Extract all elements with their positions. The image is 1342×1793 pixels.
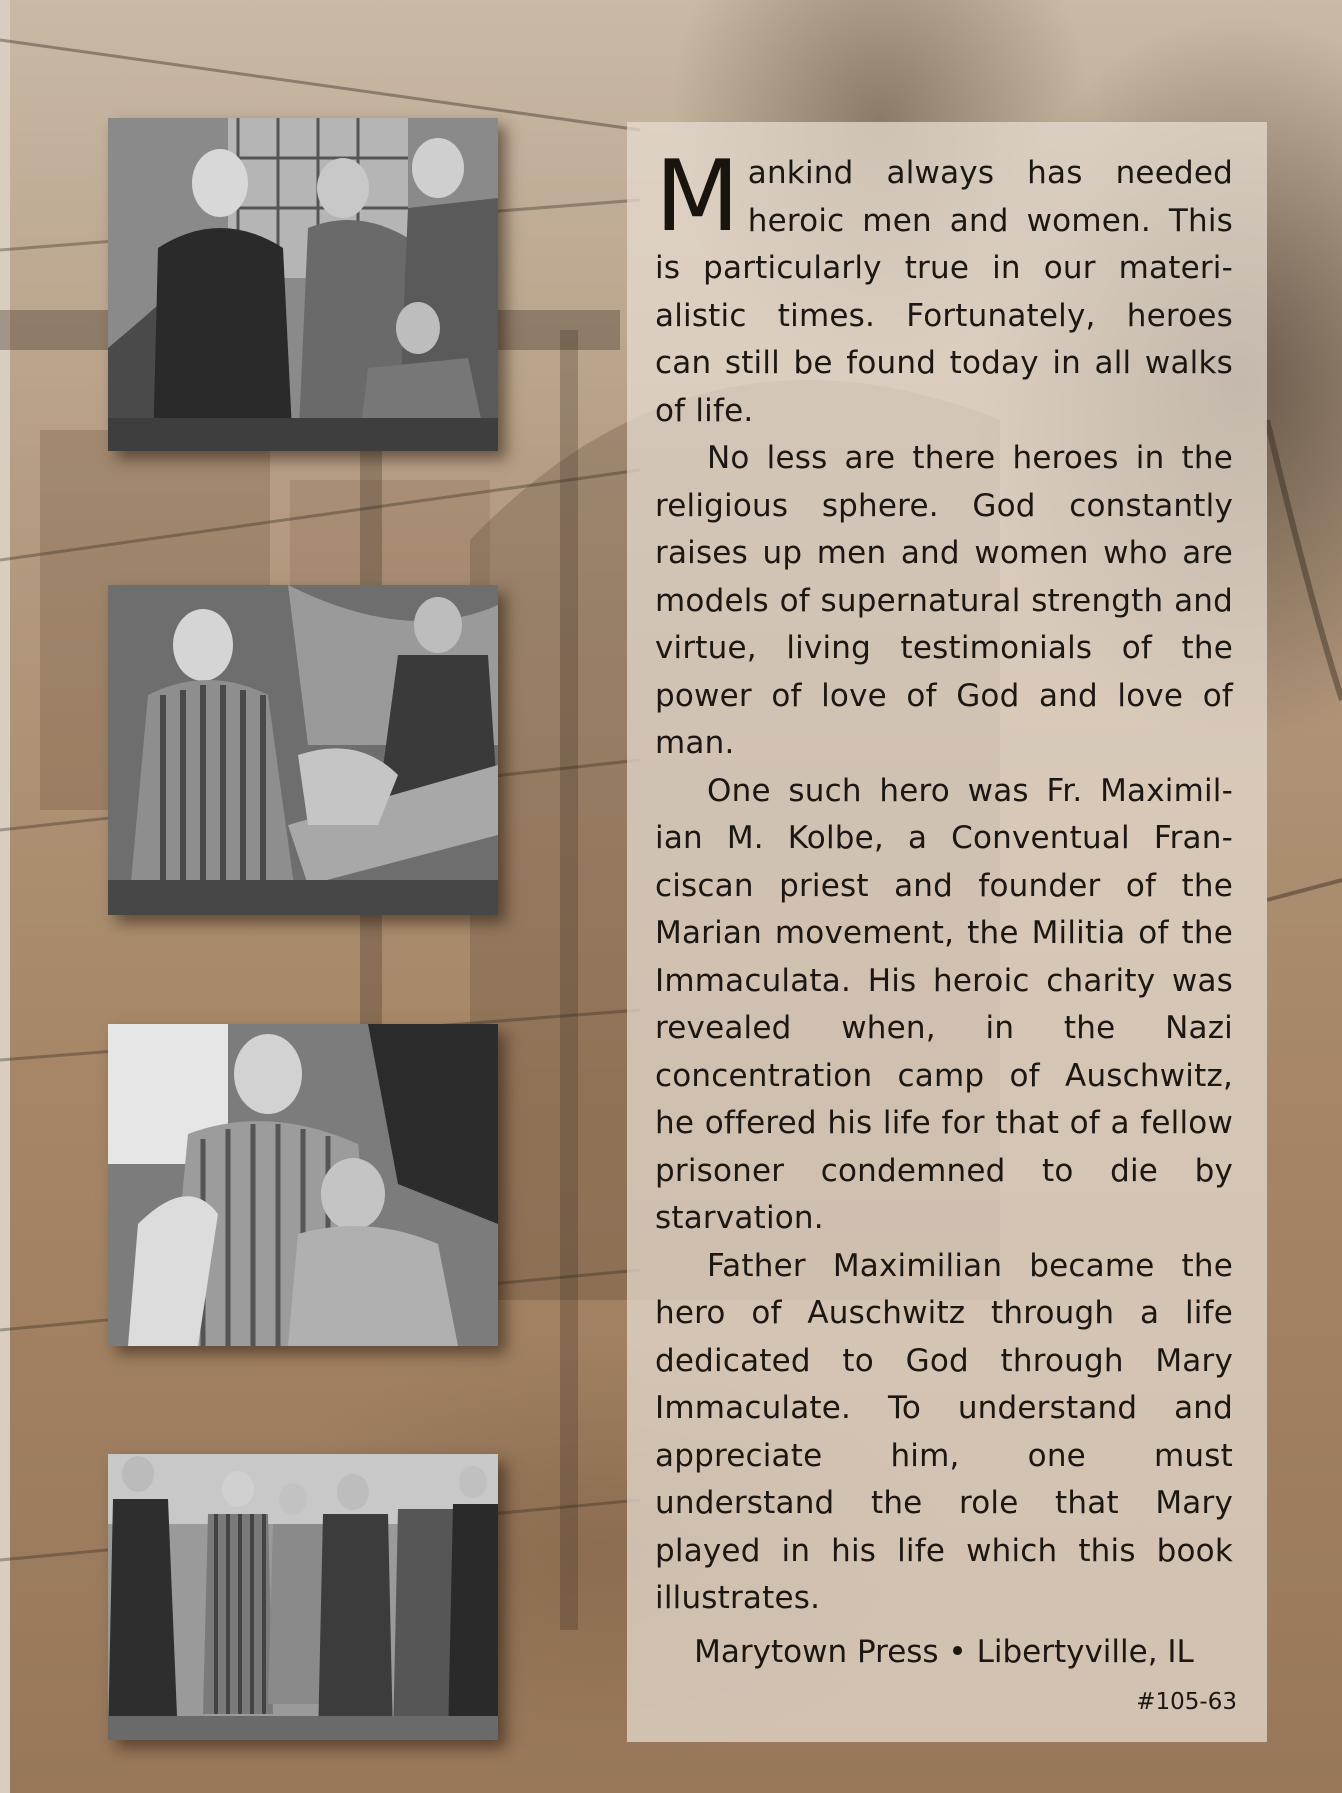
paragraph-1-text: ankind always has needed heroic men and women. This is particularly true in our materi-alistic times. Fortunately, heroes can still be found today in all walks of life. xyxy=(655,155,1233,429)
illustration-friar-and-soldiers xyxy=(108,118,498,451)
body-text xyxy=(655,140,1233,1623)
text-panel xyxy=(627,122,1267,1742)
publisher-line: Marytown Press • Libertyville, IL xyxy=(694,1634,1194,1670)
paragraph-3: One such hero was Fr. Maximil-ian M. Kolbe, a Conventual Fran-ciscan priest and founder of the Marian movement, the Militia of the Immaculata. His heroic charity was revealed when, in the Nazi concentration camp of Auschwitz, he offered his life for that of a fellow prisoner condemned to die by starvation. xyxy=(655,772,1233,1236)
paragraph-2: No less are there heroes in the religious sphere. God constantly raises up men and women who are models of supernatural strength and virtue, living testimonials of the power of love of God and love of man. xyxy=(655,440,1233,761)
illustration-roll-call xyxy=(108,1454,498,1740)
paragraph-1 xyxy=(655,140,1233,435)
drop-cap: M xyxy=(655,140,740,254)
illustration-prisoner-consoling xyxy=(108,1024,498,1346)
illustration-prisoner-at-work xyxy=(108,585,498,915)
catalog-number: #105-63 xyxy=(1136,1689,1237,1715)
paragraph-4: Father Maximilian became the hero of Auschwitz through a life dedicated to God through Mary Immaculate. To understand and appreciate him, one must understand the role that Mary played in his life which this book illustrates. xyxy=(655,1247,1233,1616)
